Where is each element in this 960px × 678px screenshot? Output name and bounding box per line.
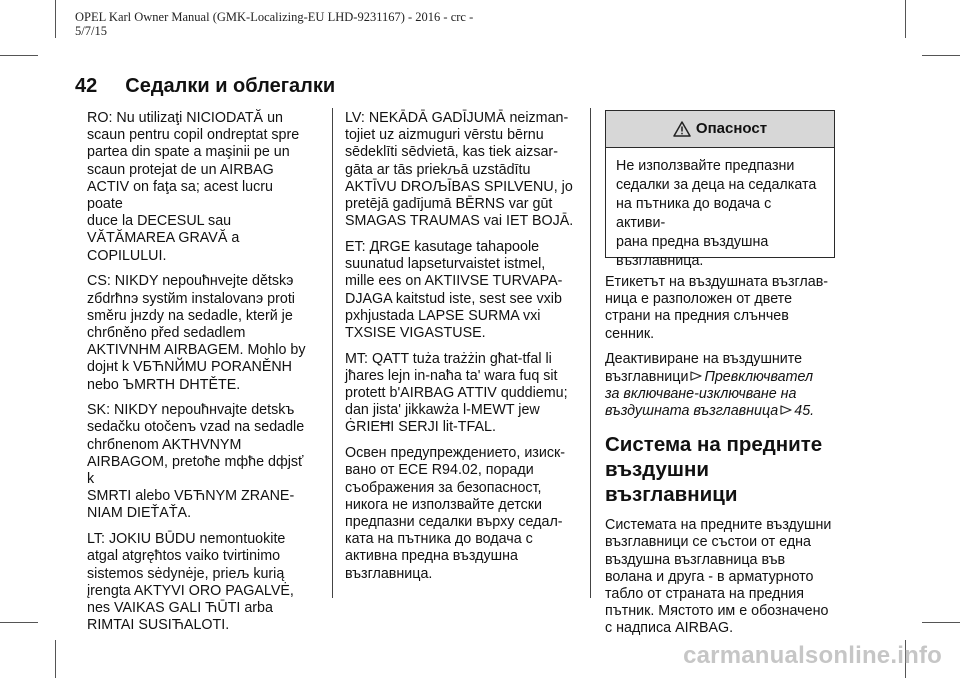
watermark: carmanualsonline.info xyxy=(683,642,942,669)
column-2 xyxy=(345,110,585,591)
airbag-label-paragraph: Етикетът на въздушната възглав- ница е разположен от двете страни на предния слънчев сенник. xyxy=(605,274,829,342)
deactivation-paragraph xyxy=(605,351,845,420)
period: . xyxy=(810,402,815,419)
warning-body: Не използвайте предпазни седалки за деца на седалката на пътника до водача с активи- рана предна въздушна възглавница. xyxy=(616,158,817,269)
warning-triangle-icon xyxy=(673,121,691,137)
paragraph-mt: MT: QATT tuża trażżin għat-tfal li jħares lejn in-naħa ta' wara fuq sit protett b'AIRBAG ATTIV quddiemu; dan jista' jikkawża l-MEWT jew ĠRIEĦI SERJI lit-TFAL. xyxy=(345,350,568,436)
front-airbag-paragraph: Системата на предните въздушни възглавници се състои от една въздушна възглавница във волана и друга - в арматурното табло от страната на предния пътник. Мястото им е обозначено с надписа AIRBAG. xyxy=(605,517,832,637)
deactivation-reference-link[interactable]: Превключвател за включване-изключване на въздушната възглавница xyxy=(605,368,814,419)
print-header-line-1: OPEL Karl Owner Manual (GMK-Localizing-EU LHD-9231167) - 2016 - crc - xyxy=(75,10,474,24)
paragraph-ro: RO: Nu utilizaţi NICIODATĂ un scaun pentru copil ondreptat spre partea din spate a maşinii pe un scaun protejat de un AIRBAG ACTIV on faţa sa; acest lucru poate duce la DECESUL sau VĂTĂMAREA GRAVĂ a COPILULUI. xyxy=(87,110,300,264)
section-title: Седалки и облегалки xyxy=(125,75,336,97)
crop-mark xyxy=(922,622,960,623)
deactivation-page-ref[interactable]: 45 xyxy=(794,402,811,419)
crop-mark xyxy=(922,55,960,56)
warning-title: Опасност xyxy=(695,120,768,138)
column-divider xyxy=(332,108,333,598)
paragraph-bg-warning: Освен предупреждението, изиск- вано от ECE R94.02, поради съображения за безопасност, никога не използвайте детски предпазни седалки върху седал- ката на пътника до водача с активна предна въздушна възглавница. xyxy=(345,445,566,582)
column-3 xyxy=(605,110,845,646)
warning-box xyxy=(605,110,835,269)
crop-mark xyxy=(0,55,38,56)
crop-mark xyxy=(0,622,38,623)
column-divider xyxy=(590,108,591,598)
page-number: 42 xyxy=(75,75,98,97)
page-header xyxy=(75,75,335,98)
paragraph-sk: SK: NIKDY nepouћнvajte detskъ sedačku otočenъ vzad na sedadle chrбnenom AKTHVNYM AIRBAGOM, pretoћe mфћe dфjsť k SMRTI alebo VБЋNYM ZRANE- NIAM DIEŤAŤA. xyxy=(87,402,305,522)
print-header-line-2: 5/7/15 xyxy=(75,24,107,38)
crop-mark xyxy=(905,0,906,38)
paragraph-cs: CS: NIKDY nepouћнvejte dětskэ zбdrћnэ systйm instalovanэ proti směru jнzdy na sedadle, kterй je chrбněno před sedadlem AKTIVNHM AIRBAGEM. Mohlo by dojнt k VБЋNЙMU PORANĚNH nebo ЪMRTH DHTĚTE. xyxy=(87,273,306,393)
paragraph-lv: LV: NEKĀDĀ GADĪJUMĀ neizman- tojiet uz aizmuguri vērstu bērnu sēdeklīti sēdvietā, kas tiek aizsar- gāta ar tās priekљā uzstādītu AKTĪVU DROЉĪBAS SPILVENU, jo pretējā gadījumā BĒRNS var gūt SMAGAS TRAUMAS vai IET BOJĀ. xyxy=(345,110,574,230)
paragraph-et: ET: ДRGE kasutage tahapoole suunatud lapseturvaistet istmel, mille ees on AKTIIVSE TURVAPA- DJAGA kaitstud iste, sest see vxib pxhjustada LAPSE SURMA vxi TXSISE VIGASTUSE. xyxy=(345,238,563,341)
warning-header xyxy=(606,111,834,148)
reference-arrow-icon xyxy=(780,404,792,416)
reference-arrow-icon xyxy=(690,370,702,382)
print-header xyxy=(75,10,595,38)
crop-mark xyxy=(55,0,56,38)
deactivation-text: Деактивиране на въздушните възглавници xyxy=(605,351,803,385)
crop-mark xyxy=(55,640,56,678)
column-1 xyxy=(87,110,312,643)
section-heading: Система на предните въздушни възглавници xyxy=(605,433,823,507)
paragraph-lt: LT: JOKIU BŪDU nemontuokite atgal atgręћtos vaiko tvirtinimo sistemos sėdynėje, prieљ kurią įrengta AKTYVI ORO PAGALVĖ, nes VAIKAS GALI ЋŪTI arba RIMTAI SUSIЋALOTI. xyxy=(87,531,294,634)
